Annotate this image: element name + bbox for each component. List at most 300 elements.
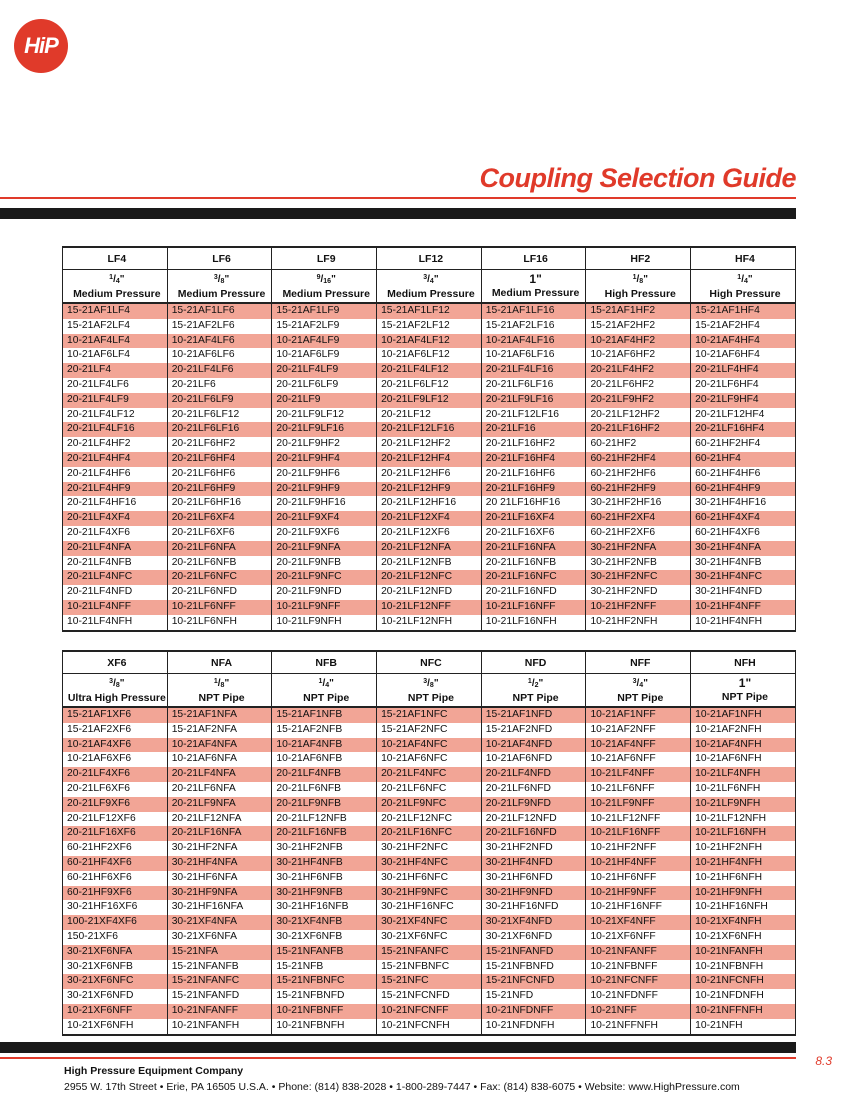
- part-number-cell: 10-21NFCNFH: [691, 974, 796, 989]
- table-row: [63, 363, 796, 378]
- part-number-cell: 20-21LF16XF6: [481, 526, 586, 541]
- part-number-cell: 10-21LF4NFH: [63, 615, 168, 631]
- part-number-cell: 150-21XF6: [63, 930, 168, 945]
- table-row: [63, 570, 796, 585]
- part-number-cell: 10-21NFBNFH: [272, 1019, 377, 1035]
- column-header-code: HF2: [586, 247, 691, 270]
- part-number-cell: 10-21NFCNFF: [377, 1004, 482, 1019]
- part-number-cell: 10-21AF1NFF: [586, 707, 691, 723]
- title-rule-red: [0, 197, 796, 199]
- part-number-cell: 60-21HF4: [691, 452, 796, 467]
- coupling-table-2: [62, 650, 796, 1036]
- part-number-cell: 20-21LF12HF16: [377, 496, 482, 511]
- size-fraction: $^9/_{16}$": [316, 274, 336, 285]
- part-number-cell: 15-21NFBNFD: [272, 989, 377, 1004]
- table-row: [63, 496, 796, 511]
- part-number-cell: 30-21HF16NFA: [167, 900, 272, 915]
- part-number-cell: 20-21LF12HF9: [377, 482, 482, 497]
- part-number-cell: 10-21XF6NFF: [63, 1004, 168, 1019]
- part-number-cell: 30-21HF4NFB: [691, 556, 796, 571]
- part-number-cell: 20-21LF9NFD: [272, 585, 377, 600]
- part-number-cell: 20-21LF12XF6: [377, 526, 482, 541]
- part-number-cell: 15-21NFANFB: [272, 945, 377, 960]
- part-number-cell: 10-21AF4HF4: [691, 334, 796, 349]
- part-number-cell: 20-21LF9XF6: [272, 526, 377, 541]
- table-row: [63, 585, 796, 600]
- part-number-cell: 20-21LF4NFA: [63, 541, 168, 556]
- size-fraction: 1": [529, 272, 542, 286]
- part-number-cell: 20-21LF12NFB: [377, 556, 482, 571]
- size-fraction: $^3/_4$": [423, 274, 439, 285]
- part-number-cell: 10-21NFCNFF: [586, 974, 691, 989]
- hip-logo: HiP: [14, 19, 68, 73]
- size-fraction: $^1/_8$": [632, 274, 648, 285]
- part-number-cell: 60-21HF2HF4: [586, 452, 691, 467]
- table-row: [63, 767, 796, 782]
- table-row: [63, 886, 796, 901]
- part-number-cell: 15-21NFCNFD: [481, 974, 586, 989]
- pressure-description: NPT Pipe: [303, 692, 350, 704]
- table-row: [63, 393, 796, 408]
- column-header-size: [481, 270, 586, 304]
- column-header-code: LF6: [167, 247, 272, 270]
- column-header-size: [167, 270, 272, 304]
- part-number-cell: 10-21HF4NFH: [691, 615, 796, 631]
- column-header-size: [586, 270, 691, 304]
- part-number-cell: 30-21XF6NFA: [63, 945, 168, 960]
- column-header-code: NFC: [377, 651, 482, 674]
- part-number-cell: 20-21LF6HF9: [167, 482, 272, 497]
- part-number-cell: 10-21AF6NFA: [167, 752, 272, 767]
- title-rule-black: [0, 208, 796, 219]
- part-number-cell: 20-21LF12LF16: [377, 422, 482, 437]
- part-number-cell: 20-21LF6NFD: [167, 585, 272, 600]
- pressure-description: NPT Pipe: [198, 692, 245, 704]
- part-number-cell: 10-21AF6XF6: [63, 752, 168, 767]
- part-number-cell: 10-21LF6NFH: [691, 782, 796, 797]
- company-name: High Pressure Equipment Company: [64, 1065, 244, 1077]
- part-number-cell: 10-21LF4NFH: [691, 767, 796, 782]
- size-fraction: $^3/_8$": [213, 274, 230, 285]
- part-number-cell: 30-21HF2NFD: [481, 841, 586, 856]
- table-row: [63, 437, 796, 452]
- part-number-cell: 30-21HF2NFC: [586, 570, 691, 585]
- part-number-cell: 15-21AF1NFC: [377, 707, 482, 723]
- column-header-size: [377, 270, 482, 304]
- part-number-cell: 15-21AF2LF4: [63, 319, 168, 334]
- part-number-cell: 10-21AF6LF9: [272, 348, 377, 363]
- table-row: [63, 945, 796, 960]
- size-fraction: $^1/_2$": [527, 678, 544, 689]
- part-number-cell: 10-21AF6NFH: [691, 752, 796, 767]
- part-number-cell: 20-21LF6NFA: [167, 782, 272, 797]
- part-number-cell: 10-21AF4NFF: [586, 738, 691, 753]
- part-number-cell: 10-21AF4XF6: [63, 738, 168, 753]
- part-number-cell: 30-21XF4NFD: [481, 915, 586, 930]
- table-row: [63, 334, 796, 349]
- part-number-cell: 30-21XF6NFA: [167, 930, 272, 945]
- part-number-cell: 10-21NFDNFH: [691, 989, 796, 1004]
- part-number-cell: 20-21LF9NFB: [272, 556, 377, 571]
- part-number-cell: 20-21LF6NFD: [481, 782, 586, 797]
- part-number-cell: 10-21HF2NFH: [691, 841, 796, 856]
- part-number-cell: 30-21XF4NFB: [272, 915, 377, 930]
- pressure-description: Medium Pressure: [387, 288, 475, 300]
- size-fraction: 1": [738, 676, 752, 690]
- part-number-cell: 15-21NFCNFD: [377, 989, 482, 1004]
- column-header-code: NFB: [272, 651, 377, 674]
- part-number-cell: 10-21NFBNFF: [586, 960, 691, 975]
- part-number-cell: 20-21LF4HF4: [63, 452, 168, 467]
- column-header-size: [586, 674, 691, 708]
- part-number-cell: 10-21HF2NFF: [586, 600, 691, 615]
- part-number-cell: 20-21LF16NFB: [481, 556, 586, 571]
- part-number-cell: 10-21AF6HF4: [691, 348, 796, 363]
- part-number-cell: 20-21LF6HF16: [167, 496, 272, 511]
- part-number-cell: 20-21LF9HF2: [586, 393, 691, 408]
- part-number-cell: 20-21LF16HF6: [481, 467, 586, 482]
- part-number-cell: 30-21HF4NFA: [167, 856, 272, 871]
- part-number-cell: 30-21HF4NFD: [691, 585, 796, 600]
- part-number-cell: 10-21AF1NFH: [691, 707, 796, 723]
- part-number-cell: 10-21XF6NFH: [691, 930, 796, 945]
- table-row: [63, 452, 796, 467]
- part-number-cell: 15-21NFD: [481, 989, 586, 1004]
- part-number-cell: 20-21LF4NFC: [377, 767, 482, 782]
- part-number-cell: 10-21HF4NFH: [691, 856, 796, 871]
- part-number-cell: 20-21LF16: [481, 422, 586, 437]
- coupling-table-1: [62, 246, 796, 632]
- part-number-cell: 30-21XF6NFB: [272, 930, 377, 945]
- part-number-cell: 30-21HF2NFA: [167, 841, 272, 856]
- part-number-cell: 10-21NFH: [691, 1019, 796, 1035]
- part-number-cell: 10-21AF4NFA: [167, 738, 272, 753]
- table-row: [63, 526, 796, 541]
- part-number-cell: 30-21HF2NFB: [272, 841, 377, 856]
- table-row: [63, 511, 796, 526]
- part-number-cell: 10-21XF6NFH: [63, 1019, 168, 1035]
- part-number-cell: 20-21LF16NFC: [481, 570, 586, 585]
- part-number-cell: 60-21HF4XF6: [63, 856, 168, 871]
- part-number-cell: 20-21LF9NFA: [167, 797, 272, 812]
- table-row: [63, 960, 796, 975]
- table-row: [63, 752, 796, 767]
- part-number-cell: 15-21AF2LF9: [272, 319, 377, 334]
- part-number-cell: 10-21AF4LF16: [481, 334, 586, 349]
- part-number-cell: 10-21HF6NFH: [691, 871, 796, 886]
- part-number-cell: 10-21HF2NFH: [586, 615, 691, 631]
- part-number-cell: 20-21LF9XF4: [272, 511, 377, 526]
- part-number-cell: 20-21LF9XF6: [63, 797, 168, 812]
- size-fraction: $^3/_4$": [632, 678, 648, 689]
- part-number-cell: 30-21HF9NFC: [377, 886, 482, 901]
- part-number-cell: 20-21LF12XF4: [377, 511, 482, 526]
- part-number-cell: 20-21LF6LF16: [481, 378, 586, 393]
- size-fraction: $^1/_4$": [318, 678, 334, 689]
- part-number-cell: 20-21LF16HF4: [691, 422, 796, 437]
- part-number-cell: 20-21LF6LF9: [272, 378, 377, 393]
- part-number-cell: 20-21LF6HF4: [691, 378, 796, 393]
- column-header-size: [63, 270, 168, 304]
- part-number-cell: 20 21LF16HF16: [481, 496, 586, 511]
- pressure-description: NPT Pipe: [721, 691, 769, 703]
- part-number-cell: 30-21HF16NFD: [481, 900, 586, 915]
- part-number-cell: 20-21LF6LF12: [377, 378, 482, 393]
- column-header-size: [481, 674, 586, 708]
- part-number-cell: 20-21LF6LF9: [167, 393, 272, 408]
- table-row: [63, 841, 796, 856]
- part-number-cell: 20-21LF12HF4: [377, 452, 482, 467]
- column-header-code: NFH: [691, 651, 796, 674]
- part-number-cell: 30-21HF2NFD: [586, 585, 691, 600]
- part-number-cell: 20-21LF6NFB: [167, 556, 272, 571]
- part-number-cell: 10-21AF6NFB: [272, 752, 377, 767]
- column-header-code: HF4: [691, 247, 796, 270]
- column-header-size: [377, 674, 482, 708]
- part-number-cell: 10-21LF16NFH: [481, 615, 586, 631]
- part-number-cell: 10-21HF16NFF: [586, 900, 691, 915]
- part-number-cell: 60-21HF2XF4: [586, 511, 691, 526]
- part-number-cell: 20-21LF4XF6: [63, 767, 168, 782]
- part-number-cell: 20-21LF16NFC: [377, 826, 482, 841]
- part-number-cell: 20-21LF9LF16: [272, 422, 377, 437]
- column-header-size: [272, 674, 377, 708]
- part-number-cell: 10-21XF4NFF: [586, 915, 691, 930]
- part-number-cell: 20-21LF6HF4: [167, 452, 272, 467]
- part-number-cell: 15-21NFB: [272, 960, 377, 975]
- part-number-cell: 15-21AF2LF12: [377, 319, 482, 334]
- part-number-cell: 60-21HF2XF6: [586, 526, 691, 541]
- table-row: [63, 1019, 796, 1035]
- pressure-description: Medium Pressure: [177, 288, 266, 300]
- part-number-cell: 60-21HF2HF9: [586, 482, 691, 497]
- part-number-cell: 30-21HF4NFC: [377, 856, 482, 871]
- part-number-cell: 30-21HF2NFA: [586, 541, 691, 556]
- part-number-cell: 10-21AF4NFB: [272, 738, 377, 753]
- part-number-cell: 15-21AF1XF6: [63, 707, 168, 723]
- pressure-description: High Pressure: [604, 288, 676, 300]
- part-number-cell: 10-21LF6NFF: [167, 600, 272, 615]
- part-number-cell: 30-21HF9NFB: [272, 886, 377, 901]
- part-number-cell: 15-21AF1LF4: [63, 303, 168, 319]
- table-row: [63, 723, 796, 738]
- part-number-cell: 10-21HF6NFF: [586, 871, 691, 886]
- part-number-cell: 10-21AF6NFC: [377, 752, 482, 767]
- part-number-cell: 20-21LF6NFC: [377, 782, 482, 797]
- part-number-cell: 30-21XF6NFC: [63, 974, 168, 989]
- page-title: Coupling Selection Guide: [479, 163, 796, 193]
- part-number-cell: 10-21XF6NFF: [586, 930, 691, 945]
- part-number-cell: 20-21LF9HF6: [272, 467, 377, 482]
- part-number-cell: 10-21LF4NFF: [586, 767, 691, 782]
- part-number-cell: 10-21LF12NFH: [377, 615, 482, 631]
- part-number-cell: 30-21HF4HF16: [691, 496, 796, 511]
- part-number-cell: 20-21LF4LF9: [63, 393, 168, 408]
- part-number-cell: 20-21LF6HF2: [167, 437, 272, 452]
- table-row: [63, 782, 796, 797]
- part-number-cell: 20-21LF4LF16: [63, 422, 168, 437]
- part-number-cell: 20-21LF4XF6: [63, 526, 168, 541]
- part-number-cell: 20-21LF12: [377, 408, 482, 423]
- part-number-cell: 20-21LF16NFD: [481, 585, 586, 600]
- footer-rule-black: [0, 1042, 796, 1053]
- table-row: [63, 408, 796, 423]
- part-number-cell: 10-21AF6NFF: [586, 752, 691, 767]
- part-number-cell: 20-21LF12NFA: [377, 541, 482, 556]
- part-number-cell: 10-21HF2NFF: [586, 841, 691, 856]
- part-number-cell: 15-21NFANFC: [377, 945, 482, 960]
- part-number-cell: 20-21LF16NFA: [481, 541, 586, 556]
- table-row: [63, 974, 796, 989]
- part-number-cell: 10-21XF4NFH: [691, 915, 796, 930]
- part-number-cell: 15-21AF2LF16: [481, 319, 586, 334]
- part-number-cell: 10-21LF6NFH: [167, 615, 272, 631]
- page-number: 8.3: [815, 1054, 832, 1068]
- table-row: [63, 600, 796, 615]
- part-number-cell: 60-21HF2HF4: [691, 437, 796, 452]
- pressure-description: Medium Pressure: [282, 288, 370, 300]
- part-number-cell: 20-21LF9NFC: [377, 797, 482, 812]
- part-number-cell: 10-21HF9NFH: [691, 886, 796, 901]
- column-header-size: [63, 674, 168, 708]
- part-number-cell: 20-21LF9NFC: [272, 570, 377, 585]
- part-number-cell: 10-21AF4LF4: [63, 334, 168, 349]
- part-number-cell: 30-21HF2HF16: [586, 496, 691, 511]
- part-number-cell: 10-21AF6LF16: [481, 348, 586, 363]
- part-number-cell: 20-21LF4LF6: [63, 378, 168, 393]
- part-number-cell: 10-21AF2NFF: [586, 723, 691, 738]
- part-number-cell: 20-21LF4LF6: [167, 363, 272, 378]
- part-number-cell: 15-21AF1LF9: [272, 303, 377, 319]
- part-number-cell: 20-21LF4LF9: [272, 363, 377, 378]
- part-number-cell: 20-21LF9NFA: [272, 541, 377, 556]
- part-number-cell: 20-21LF4LF12: [377, 363, 482, 378]
- part-number-cell: 15-21AF1LF16: [481, 303, 586, 319]
- part-number-cell: 15-21NFANFD: [167, 989, 272, 1004]
- part-number-cell: 20-21LF9HF9: [272, 482, 377, 497]
- column-header-code: NFD: [481, 651, 586, 674]
- part-number-cell: 10-21LF16NFF: [586, 826, 691, 841]
- part-number-cell: 100-21XF4XF6: [63, 915, 168, 930]
- part-number-cell: 60-21HF4HF9: [691, 482, 796, 497]
- table-row: [63, 556, 796, 571]
- part-number-cell: 10-21AF6LF6: [167, 348, 272, 363]
- column-header-code: LF4: [63, 247, 168, 270]
- part-number-cell: 10-21LF9NFH: [691, 797, 796, 812]
- part-number-cell: 10-21HF16NFH: [691, 900, 796, 915]
- part-number-cell: 60-21HF4HF6: [691, 467, 796, 482]
- part-number-cell: 60-21HF9XF6: [63, 886, 168, 901]
- size-fraction: $^3/_8$": [423, 678, 439, 689]
- table-row: [63, 989, 796, 1004]
- part-number-cell: 10-21LF9NFF: [272, 600, 377, 615]
- column-header-code: XF6: [63, 651, 168, 674]
- part-number-cell: 60-21HF4XF4: [691, 511, 796, 526]
- size-fraction: $^3/_8$": [109, 678, 125, 689]
- part-number-cell: 20-21LF6LF16: [167, 422, 272, 437]
- pressure-description: NPT Pipe: [512, 692, 559, 704]
- part-number-cell: 10-21NFDNFF: [586, 989, 691, 1004]
- part-number-cell: 20-21LF6NFB: [272, 782, 377, 797]
- part-number-cell: 20-21LF4HF6: [63, 467, 168, 482]
- part-number-cell: 30-21HF2NFB: [586, 556, 691, 571]
- part-number-cell: 10-21NFANFF: [586, 945, 691, 960]
- part-number-cell: 10-21AF4NFH: [691, 738, 796, 753]
- part-number-cell: 10-21NFDNFH: [481, 1019, 586, 1035]
- part-number-cell: 10-21NFCNFH: [377, 1019, 482, 1035]
- part-number-cell: 10-21NFBNFF: [272, 1004, 377, 1019]
- part-number-cell: 15-21NFANFB: [167, 960, 272, 975]
- part-number-cell: 20-21LF6XF6: [63, 782, 168, 797]
- part-number-cell: 15-21AF2NFA: [167, 723, 272, 738]
- pressure-description: Medium Pressure: [73, 288, 161, 300]
- part-number-cell: 20-21LF6XF6: [167, 526, 272, 541]
- size-fraction: $^1/_4$": [737, 274, 753, 285]
- part-number-cell: 30-21HF4NFA: [691, 541, 796, 556]
- part-number-cell: 20-21LF16HF9: [481, 482, 586, 497]
- part-number-cell: 15-21AF1NFD: [481, 707, 586, 723]
- part-number-cell: 15-21NFANFC: [167, 974, 272, 989]
- part-number-cell: 10-21NFANFF: [167, 1004, 272, 1019]
- part-number-cell: 20-21LF9: [272, 393, 377, 408]
- part-number-cell: 30-21HF4NFB: [272, 856, 377, 871]
- column-header-size: [272, 270, 377, 304]
- column-header-code: LF12: [377, 247, 482, 270]
- company-address: 2955 W. 17th Street • Erie, PA 16505 U.S.A. • Phone: (814) 838-2028 • 1-800-289-7447 • Fax: (814) 838-6075 • Website: www.HighPressure.com: [64, 1081, 740, 1093]
- part-number-cell: 20-21LF6HF6: [167, 467, 272, 482]
- part-number-cell: 15-21NFBNFC: [272, 974, 377, 989]
- part-number-cell: 20-21LF12HF2: [586, 408, 691, 423]
- column-header-code: LF16: [481, 247, 586, 270]
- part-number-cell: 60-21HF4XF6: [691, 526, 796, 541]
- part-number-cell: 60-21HF2HF6: [586, 467, 691, 482]
- part-number-cell: 10-21NFANFH: [691, 945, 796, 960]
- part-number-cell: 20-21LF9NFB: [272, 797, 377, 812]
- part-number-cell: 10-21LF12NFF: [586, 812, 691, 827]
- table-row: [63, 826, 796, 841]
- part-number-cell: 10-21NFANFH: [167, 1019, 272, 1035]
- part-number-cell: 20-21LF4HF4: [691, 363, 796, 378]
- part-number-cell: 20-21LF12NFD: [481, 812, 586, 827]
- part-number-cell: 15-21NFA: [167, 945, 272, 960]
- part-number-cell: 10-21AF2NFH: [691, 723, 796, 738]
- part-number-cell: 10-21HF4NFF: [586, 856, 691, 871]
- part-number-cell: 10-21AF4NFD: [481, 738, 586, 753]
- part-number-cell: 20-21LF12HF2: [377, 437, 482, 452]
- part-number-cell: 15-21AF2HF4: [691, 319, 796, 334]
- part-number-cell: 20-21LF12NFA: [167, 812, 272, 827]
- part-number-cell: 20-21LF6NFC: [167, 570, 272, 585]
- part-number-cell: 30-21XF6NFC: [377, 930, 482, 945]
- part-number-cell: 20-21LF16HF2: [586, 422, 691, 437]
- part-number-cell: 60-21HF6XF6: [63, 871, 168, 886]
- part-number-cell: 60-21HF2XF6: [63, 841, 168, 856]
- table-row: [63, 900, 796, 915]
- part-number-cell: 30-21HF6NFA: [167, 871, 272, 886]
- part-number-cell: 10-21LF9NFF: [586, 797, 691, 812]
- part-number-cell: 20-21LF4HF9: [63, 482, 168, 497]
- part-number-cell: 10-21LF4NFF: [63, 600, 168, 615]
- part-number-cell: 30-21HF9NFA: [167, 886, 272, 901]
- part-number-cell: 20-21LF6NFA: [167, 541, 272, 556]
- part-number-cell: 20-21LF9LF16: [481, 393, 586, 408]
- part-number-cell: 15-21AF2NFB: [272, 723, 377, 738]
- table-row: [63, 348, 796, 363]
- part-number-cell: 10-21AF4LF12: [377, 334, 482, 349]
- size-fraction: $^1/_8$": [213, 678, 230, 689]
- part-number-cell: 20-21LF4NFD: [63, 585, 168, 600]
- part-number-cell: 20-21LF16XF4: [481, 511, 586, 526]
